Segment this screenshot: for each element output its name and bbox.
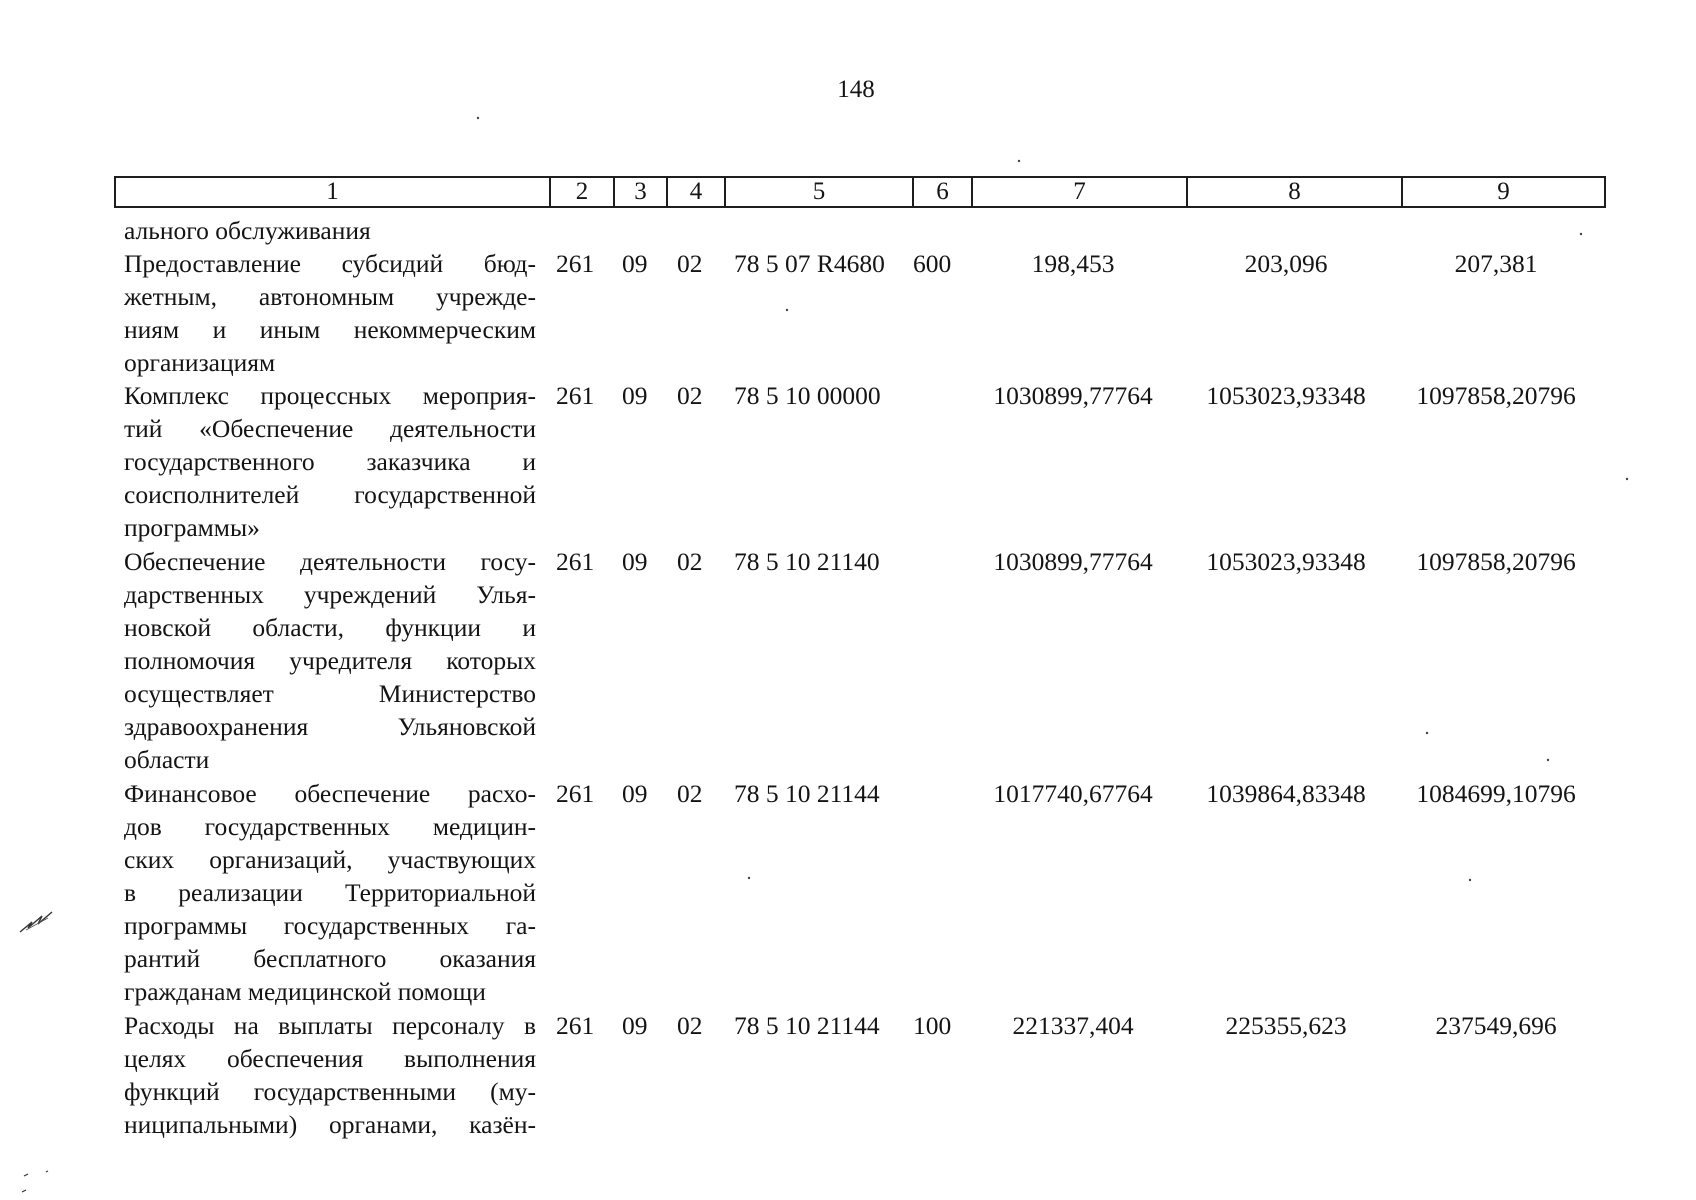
- name-line: государственного заказчика и: [124, 447, 536, 476]
- name-line: целях обеспечения выполнения: [124, 1044, 536, 1073]
- column-header-3: 3: [614, 177, 667, 207]
- name-line: ального обслуживания: [124, 216, 371, 245]
- name-line: Финансовое обеспечение расхо-: [124, 779, 536, 808]
- cell-section: 09: [622, 547, 648, 576]
- name-line: программы»: [124, 513, 260, 542]
- name-line: дарственных учреждений Улья-: [124, 580, 536, 609]
- column-header-2: 2: [550, 177, 614, 207]
- name-line: дов государственных медицин-: [124, 812, 536, 841]
- name-line: ниципальными) органами, казён-: [124, 1110, 536, 1139]
- name-line: гражданам медицинской помощи: [124, 977, 486, 1006]
- cell-subsection: 02: [677, 249, 703, 278]
- cell-section: 09: [622, 779, 648, 808]
- cell-target-article: 78 5 10 21144: [734, 779, 880, 808]
- cell-amount-year-3: 1097858,20796: [1416, 547, 1576, 576]
- cell-subsection: 02: [677, 779, 703, 808]
- name-line: тий «Обеспечение деятельности: [124, 414, 536, 443]
- name-line: здравоохранения Ульяновской: [124, 712, 536, 741]
- cell-amount-year-3: 1097858,20796: [1416, 381, 1576, 410]
- column-header-5: 5: [725, 177, 913, 207]
- cell-subsection: 02: [677, 1011, 703, 1040]
- name-line: программы государственных га-: [124, 911, 536, 940]
- name-line: организациям: [124, 348, 276, 377]
- cell-target-article: 78 5 10 00000: [734, 381, 881, 410]
- cell-expense-type: 100: [913, 1011, 952, 1040]
- cell-amount-year-1: 221337,404: [1012, 1011, 1134, 1040]
- cell-section: 09: [622, 1011, 648, 1040]
- cell-section: 09: [622, 249, 648, 278]
- cell-target-article: 78 5 10 21140: [734, 547, 880, 576]
- name-line: Расходы на выплаты персоналу в: [124, 1011, 536, 1040]
- cell-ministry: 261: [556, 547, 595, 576]
- name-line: ниям и иным некоммерческим: [124, 315, 536, 344]
- name-line: области: [124, 745, 210, 774]
- cell-amount-year-2: 203,096: [1244, 249, 1328, 278]
- cell-amount-year-3: 1084699,10796: [1416, 779, 1576, 808]
- cell-target-article: 78 5 10 21144: [734, 1011, 880, 1040]
- cell-ministry: 261: [556, 381, 595, 410]
- name-line: соисполнителей государственной: [124, 480, 536, 509]
- cell-amount-year-1: 1030899,77764: [993, 547, 1153, 576]
- column-header-4: 4: [667, 177, 725, 207]
- name-line: Обеспечение деятельности госу-: [124, 547, 536, 576]
- name-line: осуществляет Министерство: [124, 679, 536, 708]
- cell-amount-year-2: 1053023,93348: [1206, 547, 1366, 576]
- cell-amount-year-2: 1039864,83348: [1206, 779, 1366, 808]
- name-line: ских организаций, участвующих: [124, 845, 536, 874]
- column-header-8: 8: [1187, 177, 1402, 207]
- cell-subsection: 02: [677, 547, 703, 576]
- cell-expense-type: 600: [913, 249, 952, 278]
- cell-ministry: 261: [556, 779, 595, 808]
- cell-amount-year-2: 1053023,93348: [1206, 381, 1366, 410]
- column-header-6: 6: [913, 177, 972, 207]
- name-line: жетным, автономным учрежде-: [124, 282, 536, 311]
- name-line: новской области, функции и: [124, 613, 536, 642]
- cell-amount-year-1: 1017740,67764: [993, 779, 1153, 808]
- column-header-9: 9: [1402, 177, 1605, 207]
- cell-section: 09: [622, 381, 648, 410]
- cell-amount-year-2: 225355,623: [1225, 1011, 1347, 1040]
- name-line: Предоставление субсидий бюд-: [124, 249, 536, 278]
- column-header-7: 7: [972, 177, 1187, 207]
- cell-amount-year-3: 207,381: [1454, 249, 1538, 278]
- cell-amount-year-3: 237549,696: [1435, 1011, 1557, 1040]
- cell-ministry: 261: [556, 249, 595, 278]
- page-number: 148: [837, 76, 875, 103]
- cell-subsection: 02: [677, 381, 703, 410]
- name-line: Комплекс процессных мероприя-: [124, 381, 536, 410]
- name-line: функций государственными (му-: [124, 1077, 536, 1106]
- name-line: в реализации Территориальной: [124, 878, 536, 907]
- name-line: рантий бесплатного оказания: [124, 944, 536, 973]
- cell-amount-year-1: 1030899,77764: [993, 381, 1153, 410]
- name-line: полномочия учредителя которых: [124, 646, 536, 675]
- column-header-1: 1: [115, 177, 550, 207]
- cell-amount-year-1: 198,453: [1031, 249, 1115, 278]
- cell-target-article: 78 5 07 R4680: [734, 249, 885, 278]
- cell-ministry: 261: [556, 1011, 595, 1040]
